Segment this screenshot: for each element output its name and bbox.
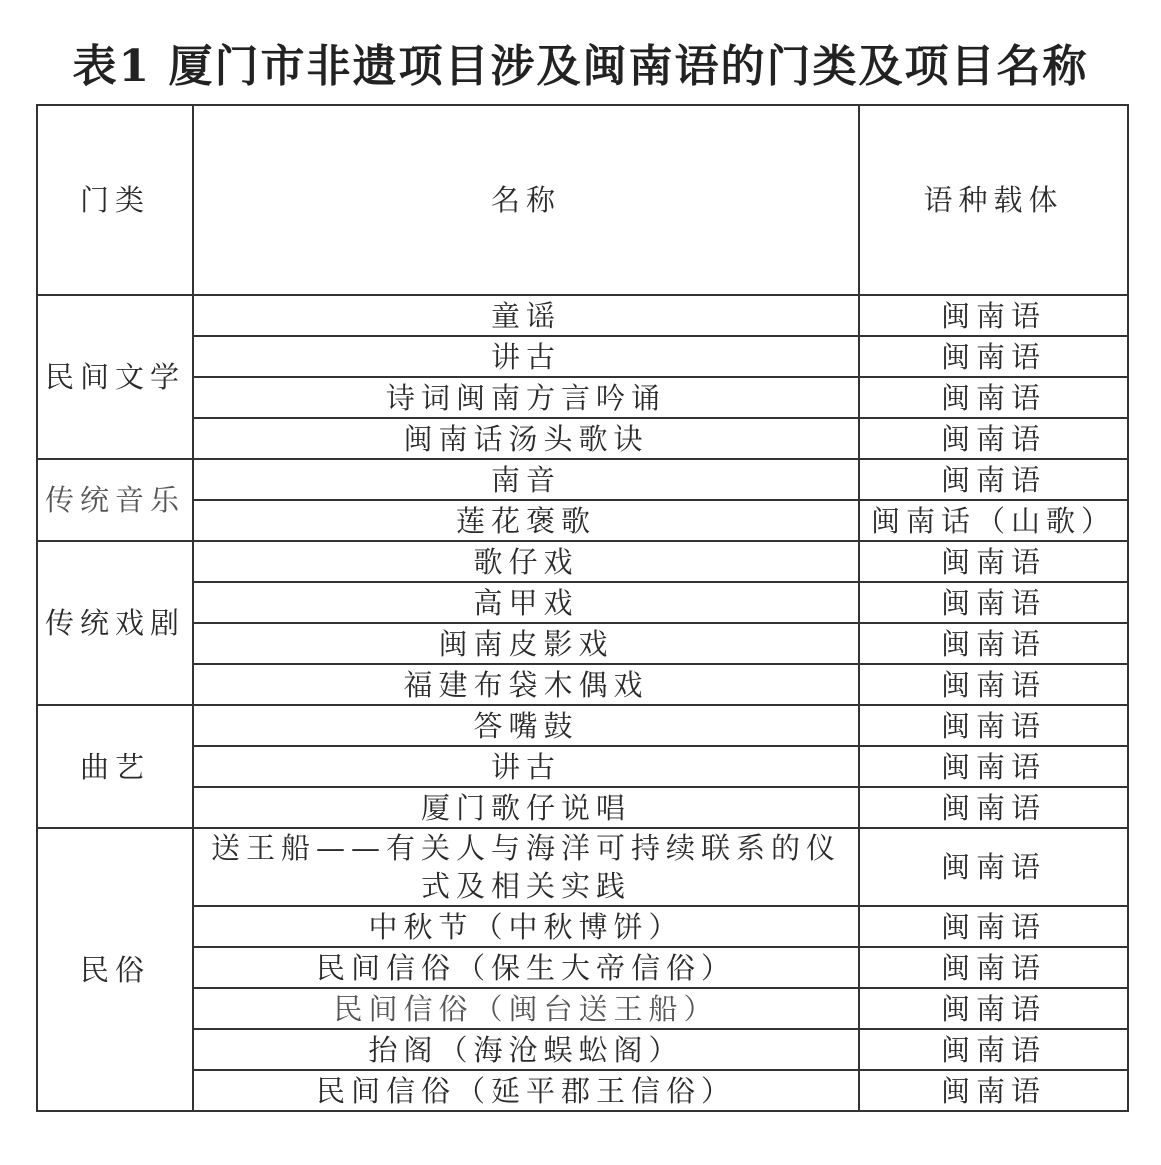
header-category: 门类 [37,105,193,295]
heritage-table [36,104,1129,1112]
name-cell: 讲古 [193,746,859,787]
table-row [37,295,1128,336]
language-cell: 闽南话（山歌） [859,500,1128,541]
category-cell: 传统戏剧 [37,541,193,705]
table-row [37,500,1128,541]
name-cell: 讲古 [193,336,859,377]
name-cell: 童谣 [193,295,859,336]
table-row [37,1029,1128,1070]
language-cell: 闽南语 [859,377,1128,418]
language-cell: 闽南语 [859,828,1128,906]
table-row [37,459,1128,500]
table-row [37,623,1128,664]
table-row [37,828,1128,906]
name-cell: 民间信俗（闽台送王船） [193,988,859,1029]
language-cell: 闽南语 [859,1029,1128,1070]
table-header-row [37,105,1128,295]
table-row [37,988,1128,1029]
name-cell: 南音 [193,459,859,500]
table-row [37,541,1128,582]
name-cell: 民间信俗（延平郡王信俗） [193,1070,859,1111]
language-cell: 闽南语 [859,418,1128,459]
language-cell: 闽南语 [859,705,1128,746]
name-cell: 民间信俗（保生大帝信俗） [193,947,859,988]
table-row [37,377,1128,418]
language-cell: 闽南语 [859,1070,1128,1111]
language-cell: 闽南语 [859,541,1128,582]
language-cell: 闽南语 [859,336,1128,377]
table-row [37,787,1128,828]
language-cell: 闽南语 [859,947,1128,988]
table-row [37,418,1128,459]
category-cell: 曲艺 [37,705,193,828]
name-cell: 歌仔戏 [193,541,859,582]
header-language: 语种载体 [859,105,1128,295]
name-cell: 送王船——有关人与海洋可持续联系的仪式及相关实践 [193,828,859,906]
name-cell: 高甲戏 [193,582,859,623]
header-name: 名称 [193,105,859,295]
name-cell: 诗词闽南方言吟诵 [193,377,859,418]
language-cell: 闽南语 [859,787,1128,828]
table-row [37,582,1128,623]
table-row [37,746,1128,787]
table-title: 表1 厦门市非遗项目涉及闽南语的门类及项目名称 [72,41,1089,92]
language-cell: 闽南语 [859,459,1128,500]
name-cell: 抬阁（海沧蜈蚣阁） [193,1029,859,1070]
language-cell: 闽南语 [859,988,1128,1029]
category-cell: 民间文学 [37,295,193,459]
language-cell: 闽南语 [859,623,1128,664]
table-row [37,664,1128,705]
language-cell: 闽南语 [859,746,1128,787]
table-row [37,1070,1128,1111]
language-cell: 闽南语 [859,295,1128,336]
name-cell: 厦门歌仔说唱 [193,787,859,828]
category-cell: 传统音乐 [37,459,193,541]
table-row [37,947,1128,988]
language-cell: 闽南语 [859,582,1128,623]
name-cell: 中秋节（中秋博饼） [193,906,859,947]
table-row [37,906,1128,947]
category-cell: 民俗 [37,828,193,1111]
table-row [37,336,1128,377]
name-cell: 答嘴鼓 [193,705,859,746]
name-cell: 莲花褒歌 [193,500,859,541]
table-row [37,705,1128,746]
name-cell: 闽南话汤头歌诀 [193,418,859,459]
name-cell: 闽南皮影戏 [193,623,859,664]
language-cell: 闽南语 [859,664,1128,705]
language-cell: 闽南语 [859,906,1128,947]
name-cell: 福建布袋木偶戏 [193,664,859,705]
